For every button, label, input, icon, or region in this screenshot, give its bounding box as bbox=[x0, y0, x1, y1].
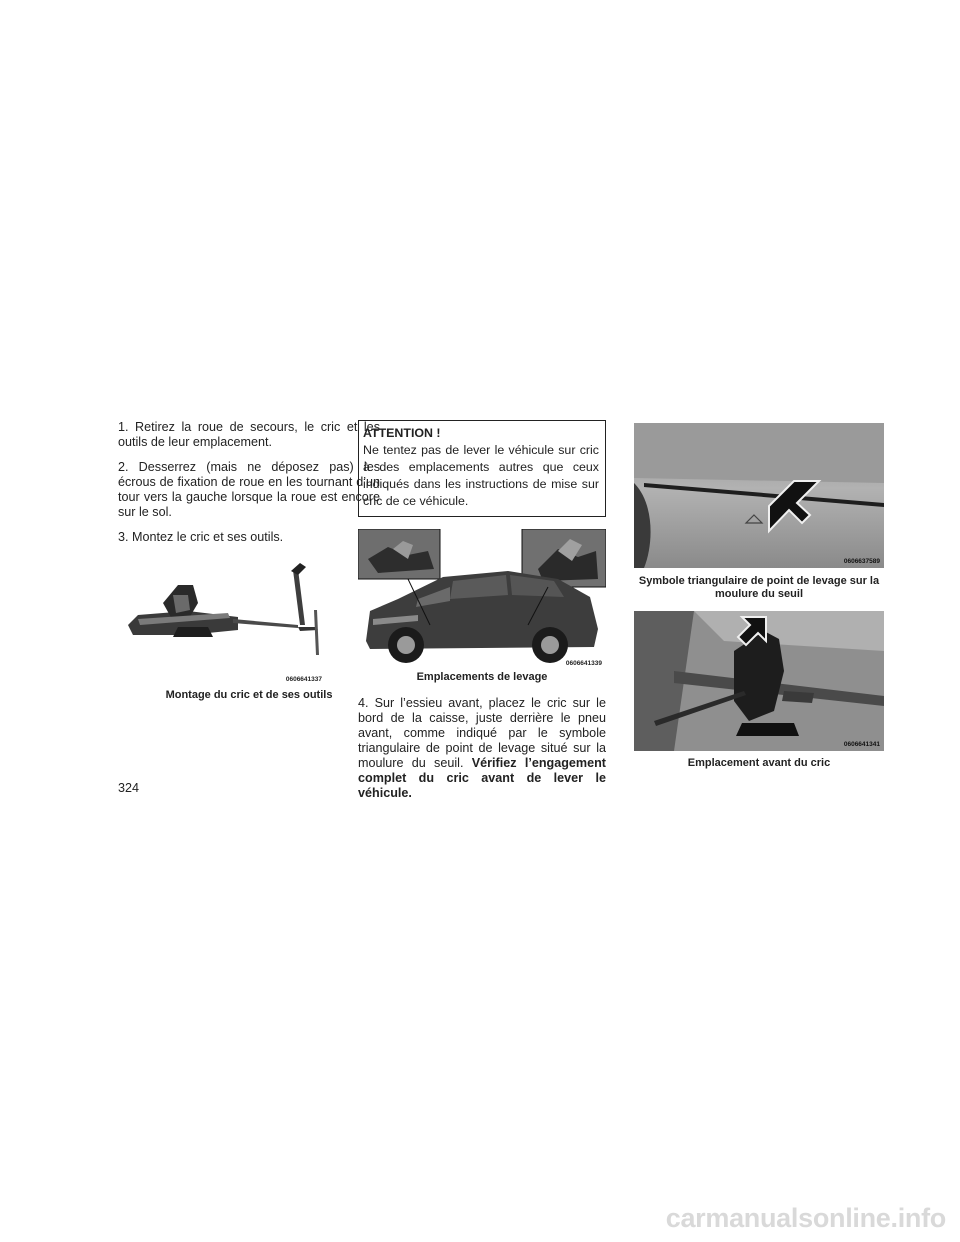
front-jack-location-photo bbox=[634, 611, 884, 751]
lifting-figure-caption: Emplacements de levage bbox=[416, 671, 548, 683]
step-4-text: 4. Sur l’essieu avant, placez le cric sur le bord de la caisse, juste derrière le pneu avant, comme indiqué par le symbole triangulaire de point de levage situé sur la moulure du seuil. bbox=[358, 696, 606, 770]
jack-tools-figure bbox=[118, 555, 328, 687]
warning-text: Ne tentez pas de lever le véhicule sur cric à des emplacements autres que ceux indiqués dans les instructions de mise sur cric de ce véhicule. bbox=[363, 443, 599, 508]
column-left bbox=[118, 420, 380, 702]
jack-and-wrench-illustration bbox=[118, 555, 328, 687]
lifting-points-figure bbox=[358, 529, 606, 669]
jack-figure-code: 0606641337 bbox=[285, 676, 322, 683]
front-jack-figure bbox=[634, 611, 884, 751]
sill-figure-caption bbox=[634, 575, 884, 601]
lifting-figure-code: 0606641339 bbox=[565, 660, 602, 667]
page-number: 324 bbox=[118, 781, 140, 795]
column-right bbox=[634, 423, 884, 770]
sill-caption-line-2: moulure du seuil bbox=[714, 588, 803, 600]
sill-lifting-symbol-photo bbox=[634, 423, 884, 568]
sill-symbol-figure bbox=[634, 423, 884, 568]
sill-figure-code: 0606637589 bbox=[843, 558, 880, 565]
warning-box bbox=[358, 420, 606, 517]
step-3: 3. Montez le cric et ses outils. bbox=[118, 530, 284, 544]
step-4-bold: Vérifiez l’engagement complet du cric avant de lever le véhicule. bbox=[358, 756, 607, 800]
sill-caption-line-1: Symbole triangulaire de point de levage sur la bbox=[638, 575, 880, 587]
front-jack-figure-code: 0606641341 bbox=[843, 741, 880, 748]
front-jack-figure-caption: Emplacement avant du cric bbox=[687, 757, 831, 769]
column-middle bbox=[358, 420, 606, 811]
step-1: 1. Retirez la roue de secours, le cric et les outils de leur emplacement. bbox=[118, 420, 380, 449]
jack-figure-caption: Montage du cric et de ses outils bbox=[165, 689, 333, 701]
step-4 bbox=[358, 696, 606, 801]
watermark: carmanualsonline.info bbox=[665, 1203, 946, 1233]
vehicle-lifting-points-illustration bbox=[358, 529, 606, 669]
warning-title: ATTENTION ! bbox=[363, 426, 441, 440]
step-2: 2. Desserrez (mais ne déposez pas) les écrous de fixation de roue en les tournant d’un tour vers la gauche lorsque la roue est encore sur le sol. bbox=[118, 460, 380, 519]
